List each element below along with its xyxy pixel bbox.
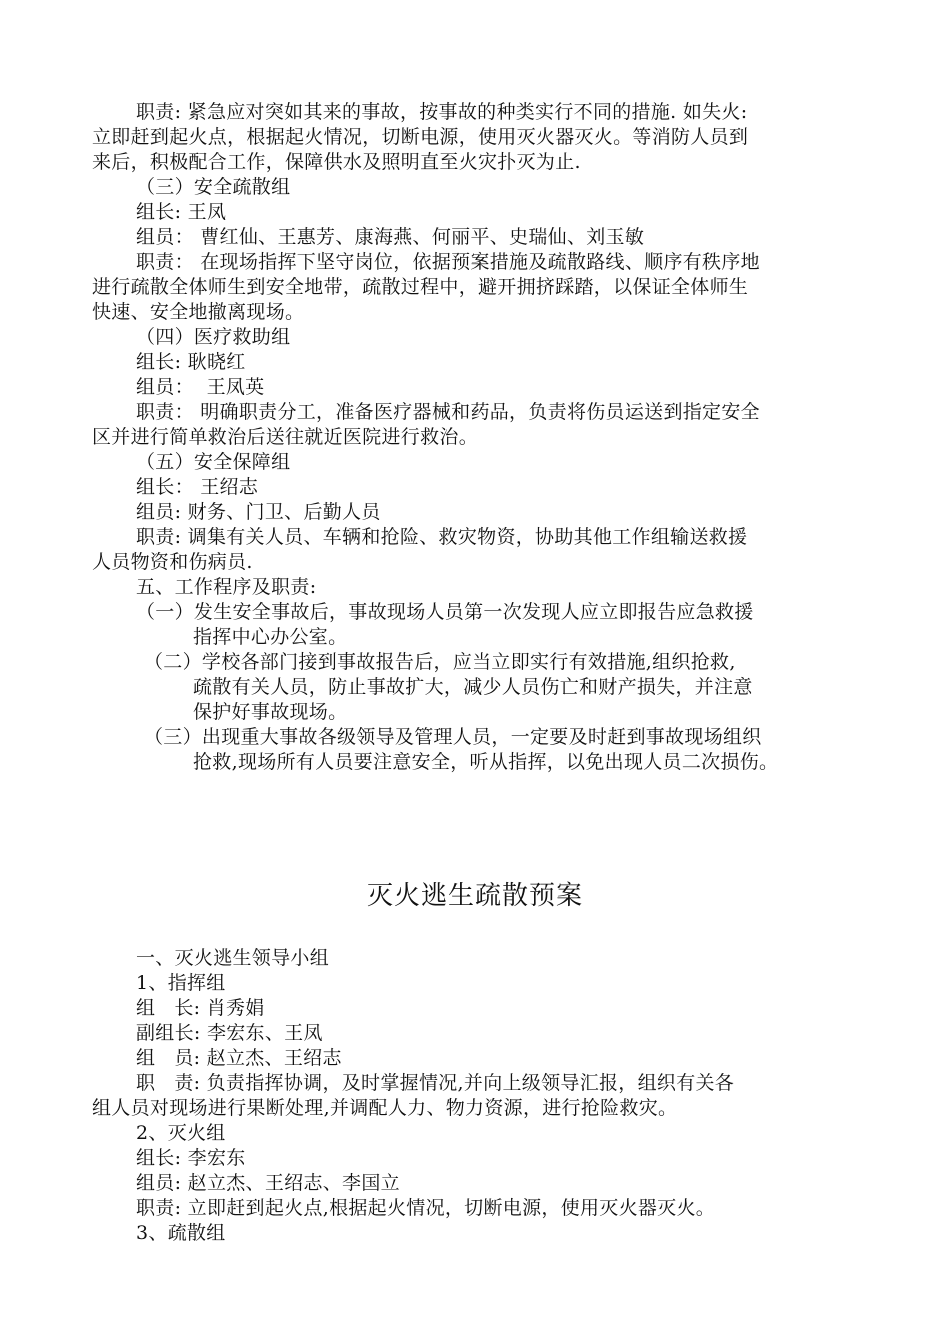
text-line: 组员： 王凤英 <box>136 376 265 398</box>
text-line: 立即赶到起火点，根据起火情况，切断电源，使用灭火器灭火。等消防人员到 <box>92 126 749 148</box>
text-line: 副组长: 李宏东、王凤 <box>136 1022 323 1044</box>
text-line: 组长： 王绍志 <box>136 476 259 498</box>
text-line: 人员物资和伤病员. <box>92 551 253 573</box>
text-line: 组员: 财务、门卫、后勤人员 <box>136 501 381 523</box>
procedure-item: （二）学校各部门接到事故报告后，应当立即实行有效措施,组织抢救, <box>144 651 736 673</box>
text-line: 区并进行简单救治后送往就近医院进行救治。 <box>92 426 479 448</box>
text-line: 职责: 调集有关人员、车辆和抢险、救灾物资，协助其他工作组输送救援 <box>136 526 748 548</box>
group-heading: （五）安全保障组 <box>136 451 291 473</box>
procedure-item-continuation: 抢救,现场所有人员要注意安全，听从指挥，以免出现人员二次损伤。 <box>193 751 779 773</box>
group-heading: 2、灭火组 <box>136 1122 226 1144</box>
text-line: 组 长: 肖秀娟 <box>136 997 265 1019</box>
section-heading: 一、灭火逃生领导小组 <box>136 947 330 969</box>
procedure-item-continuation: 保护好事故现场。 <box>193 701 348 723</box>
group-heading: 3、疏散组 <box>136 1222 226 1244</box>
group-heading: 1、指挥组 <box>136 972 226 994</box>
text-line: 组长: 耿晓红 <box>136 351 246 373</box>
text-line: 职责: 紧急应对突如其来的事故，按事故的种类实行不同的措施. 如失火: <box>136 101 748 123</box>
fire-evacuation-plan-body <box>92 946 862 1246</box>
procedure-item-continuation: 疏散有关人员，防止事故扩大，减少人员伤亡和财产损失，并注意 <box>193 676 753 698</box>
procedure-item: （一）发生安全事故后，事故现场人员第一次发现人应立即报告应急救援 <box>136 601 754 623</box>
group-heading: （四）医疗救助组 <box>136 326 291 348</box>
text-line: 进行疏散全体师生到安全地带，疏散过程中，避开拥挤踩踏，以保证全体师生 <box>92 276 749 298</box>
section-heading: 五、工作程序及职责: <box>136 576 317 598</box>
text-line: 职责： 在现场指挥下坚守岗位，依据预案措施及疏散路线、顺序有秩序地 <box>136 251 760 273</box>
procedure-item-continuation: 指挥中心办公室。 <box>193 626 348 648</box>
emergency-plan-continuation <box>92 100 862 775</box>
procedure-item: （三）出现重大事故各级领导及管理人员，一定要及时赶到事故现场组织 <box>144 726 762 748</box>
text-line: 组员： 曹红仙、王惠芳、康海燕、何丽平、史瑞仙、刘玉敏 <box>136 226 645 248</box>
text-line: 组人员对现场进行果断处理,并调配人力、物力资源，进行抢险救灾。 <box>92 1097 678 1119</box>
text-line: 组长: 李宏东 <box>136 1147 246 1169</box>
text-line: 职责： 明确职责分工，准备医疗器械和药品，负责将伤员运送到指定安全 <box>136 401 760 423</box>
text-line: 快速、安全地撤离现场。 <box>92 301 305 323</box>
document-title: 灭火逃生疏散预案 <box>366 881 583 911</box>
text-line: 组长: 王凤 <box>136 201 227 223</box>
text-line: 职 责: 负责指挥协调，及时掌握情况,并向上级领导汇报，组织有关各 <box>136 1072 735 1094</box>
text-line: 职责: 立即赶到起火点,根据起火情况，切断电源，使用灭火器灭火。 <box>136 1197 716 1219</box>
text-line: 组员: 赵立杰、王绍志、李国立 <box>136 1172 400 1194</box>
text-line: 来后，积极配合工作，保障供水及照明直至火灾扑灭为止. <box>92 151 581 173</box>
text-line: 组 员: 赵立杰、王绍志 <box>136 1047 342 1069</box>
group-heading: （三）安全疏散组 <box>136 176 291 198</box>
